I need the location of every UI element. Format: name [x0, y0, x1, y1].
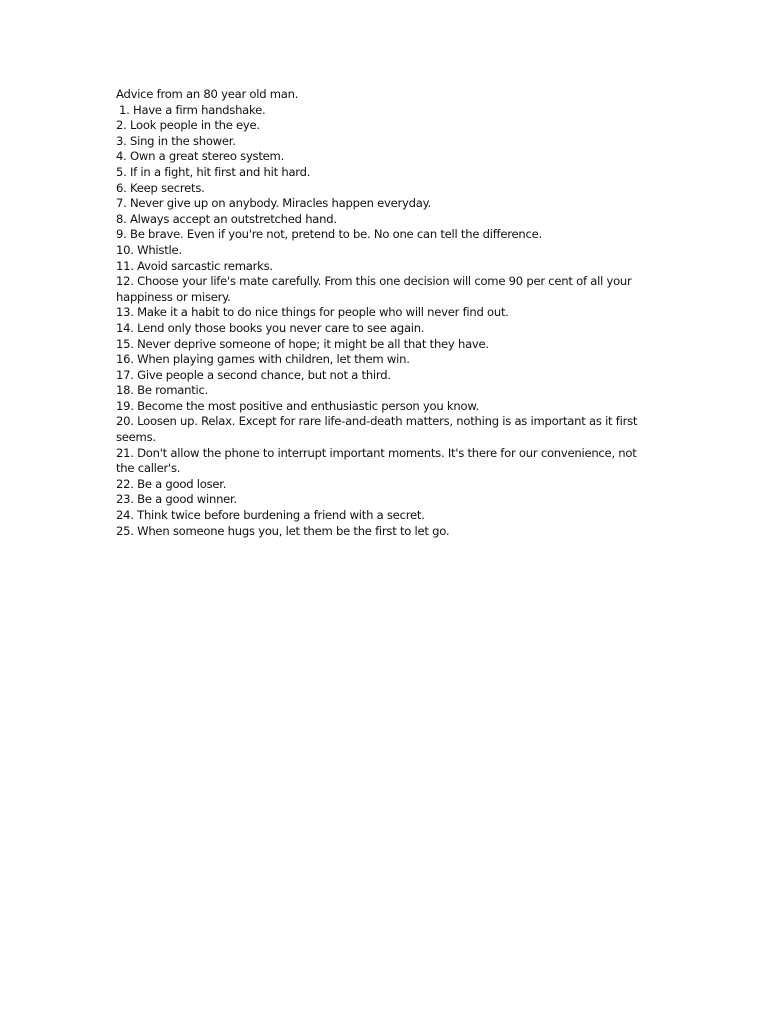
list-item: 9. Be brave. Even if you're not, pretend to be. No one can tell the difference. [116, 227, 542, 242]
list-item: 10. Whistle. [116, 242, 182, 257]
list-item: 3. Sing in the shower. [116, 133, 236, 148]
list-item: 23. Be a good winner. [116, 492, 237, 507]
list-item: 19. Become the most positive and enthusiastic person you know. [116, 398, 479, 413]
list-item: 6. Keep secrets. [116, 180, 205, 195]
list-item: 8. Always accept an outstretched hand. [116, 211, 337, 226]
list-item: 15. Never deprive someone of hope; it might be all that they have. [116, 336, 489, 351]
list-item: 25. When someone hugs you, let them be the first to let go. [116, 523, 450, 538]
list-item: 11. Avoid sarcastic remarks. [116, 258, 273, 273]
list-item: 7. Never give up on anybody. Miracles happen everyday. [116, 196, 431, 211]
list-item: 18. Be romantic. [116, 383, 209, 398]
document-title: Advice from an 80 year old man. [116, 87, 299, 101]
list-item: 14. Lend only those books you never care to see again. [116, 320, 425, 335]
list-item: 13. Make it a habit to do nice things for people who will never find out. [116, 305, 509, 320]
list-item: 2. Look people in the eye. [116, 118, 260, 133]
document-body [116, 87, 646, 539]
list-item: 21. Don't allow the phone to interrupt important moments. It's there for our convenience, not the caller's. [116, 445, 637, 476]
list-item: 1. Have a firm handshake. [119, 102, 266, 117]
list-item: 4. Own a great stereo system. [116, 149, 285, 164]
list-item: 12. Choose your life's mate carefully. From this one decision will come 90 per cent of all your happiness or misery. [116, 274, 632, 304]
list-item: 22. Be a good loser. [116, 476, 227, 491]
list-item: 24. Think twice before burdening a friend with a secret. [116, 508, 425, 523]
list-item: 17. Give people a second chance, but not a third. [116, 367, 391, 382]
list-item: 5. If in a fight, hit first and hit hard. [116, 164, 311, 179]
list-item: 16. When playing games with children, let them win. [116, 352, 410, 367]
list-item: 20. Loosen up. Relax. Except for rare life-and-death matters, nothing is as important as it first seems. [116, 414, 638, 445]
